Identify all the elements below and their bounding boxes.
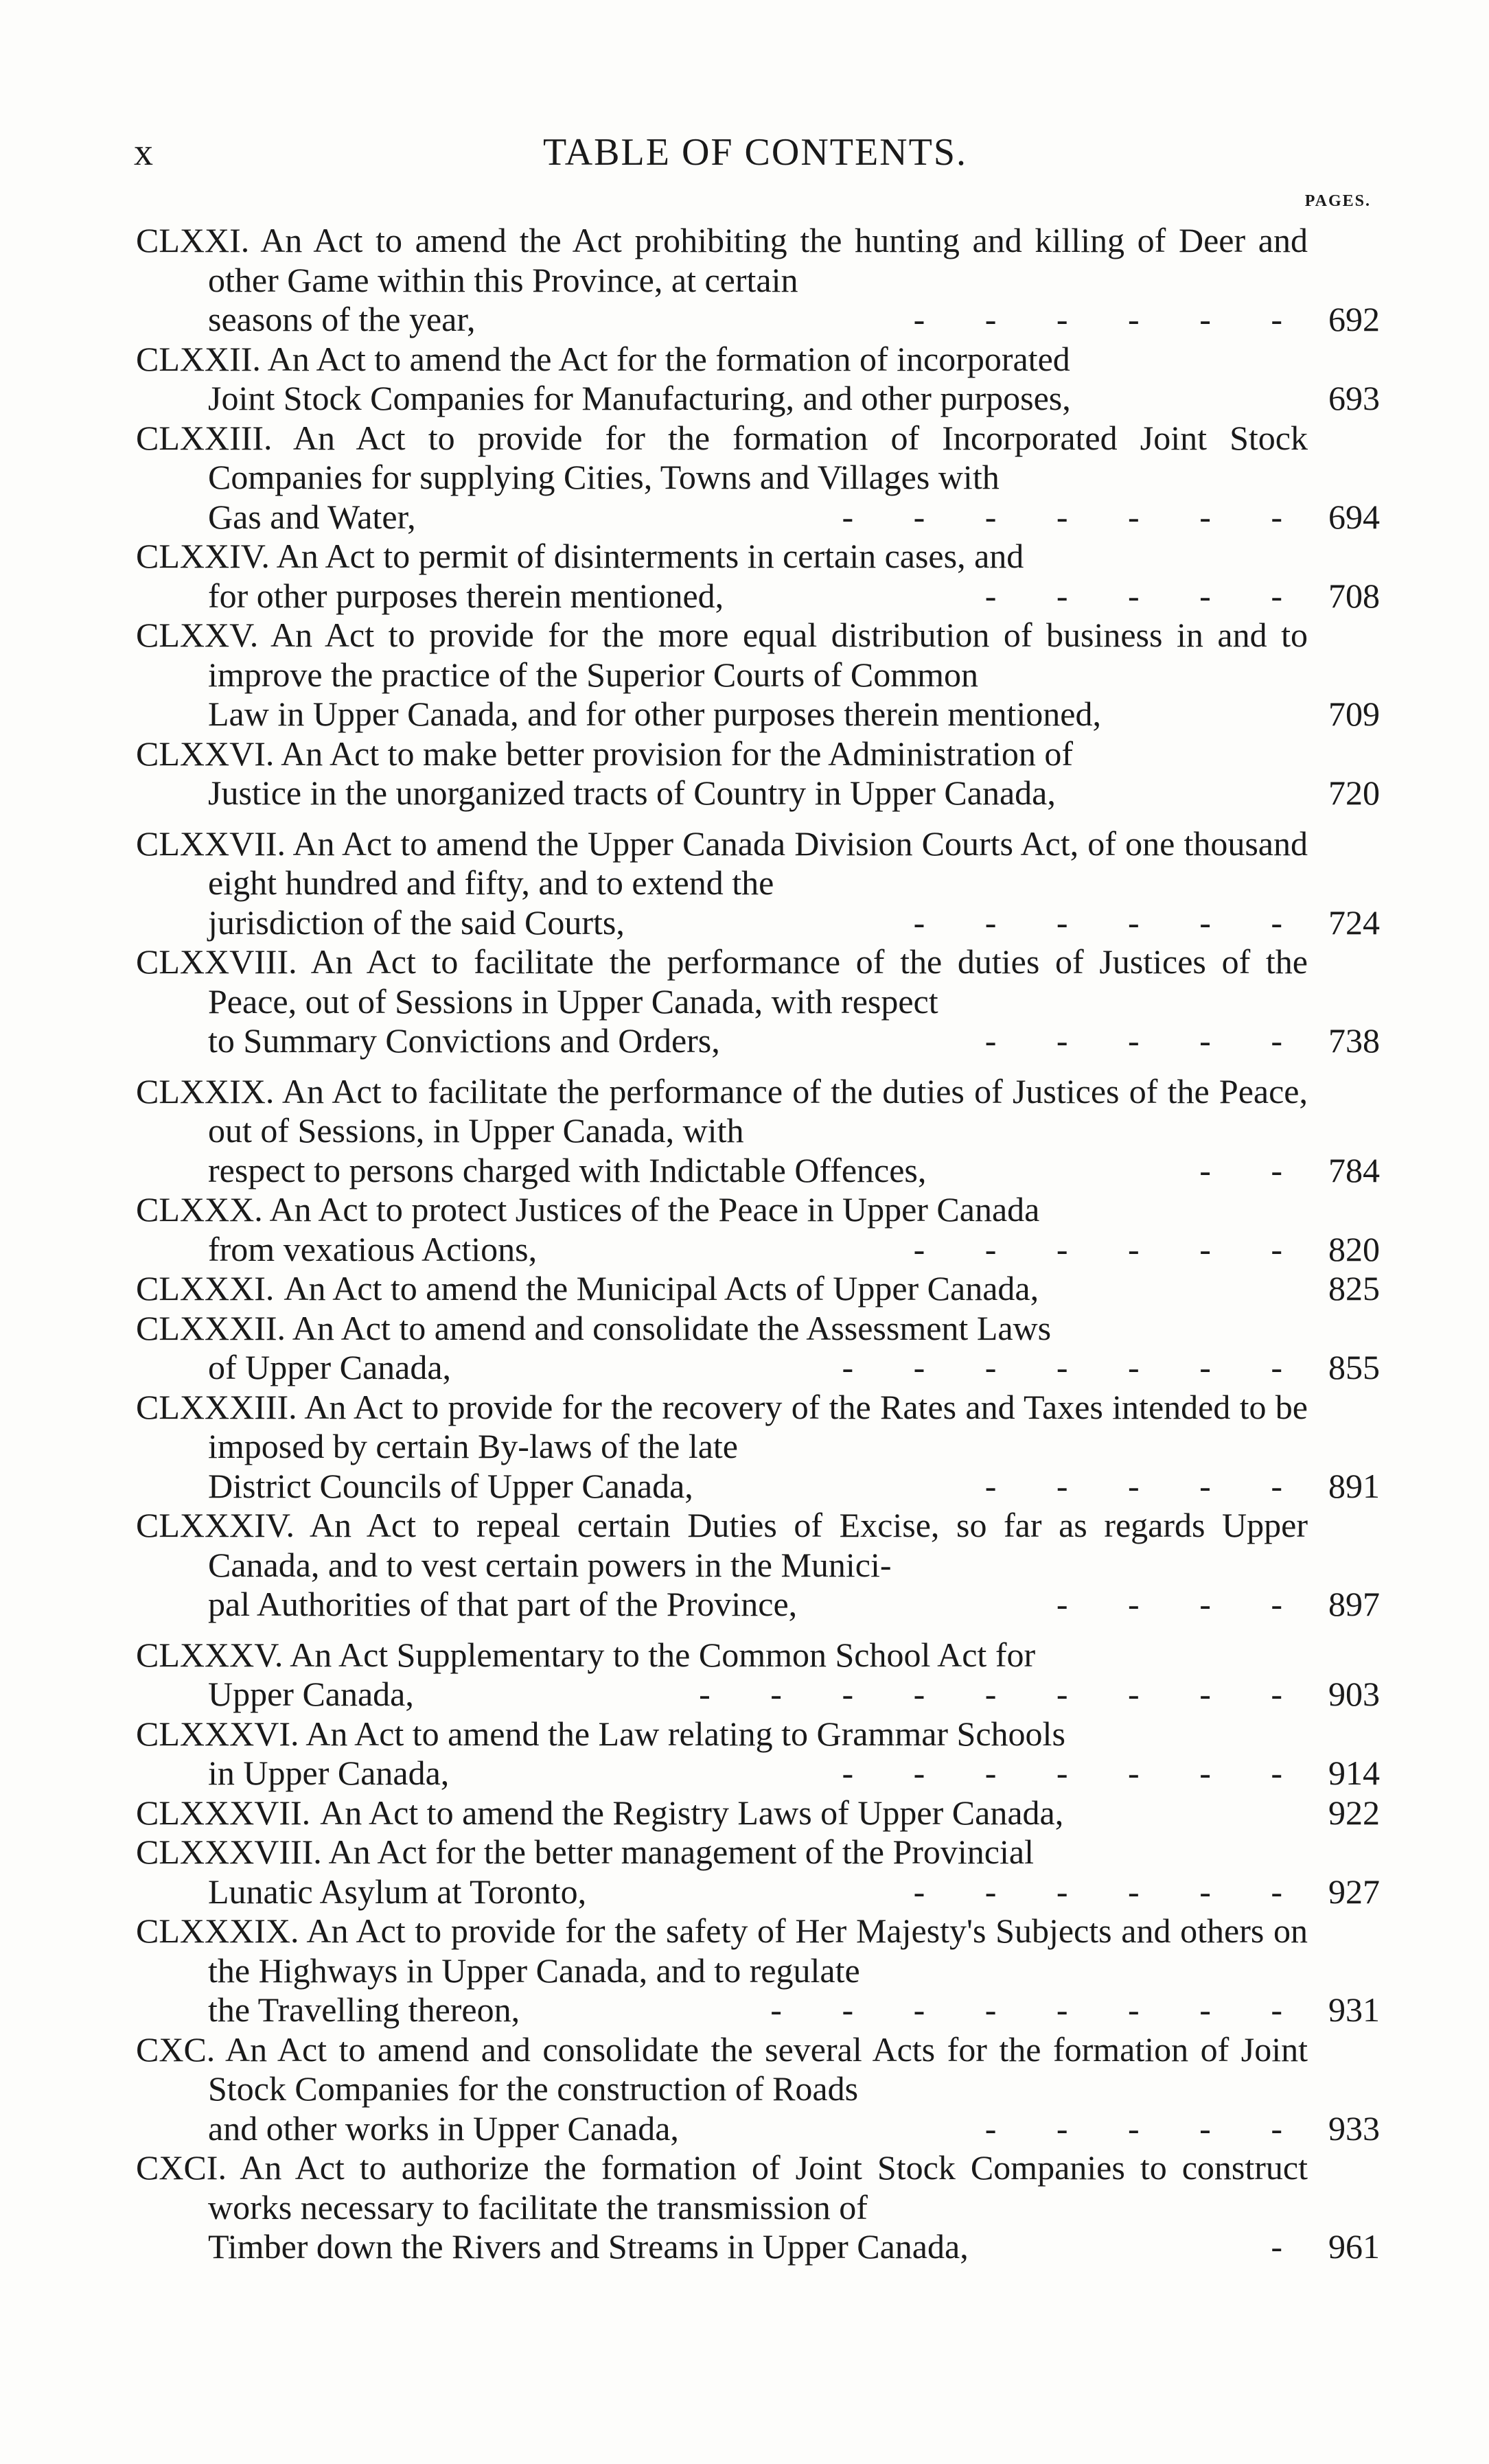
act-number: CLXXXVI. — [136, 1714, 299, 1753]
dot-leader: - - - - - - - — [842, 1348, 1282, 1386]
act-number: CLXXIX. — [136, 1071, 275, 1111]
act-title-body — [136, 340, 1380, 380]
act-title-text: An Act to repeal certain Duties of Excise, so far as regards Upper Canada, and to vest certain powers in the Munici- — [208, 1506, 1308, 1584]
page-reference: 891 — [1328, 1466, 1380, 1505]
page-reference: 825 — [1328, 1269, 1380, 1307]
act-title-text: An Act to amend the Act prohibiting the hunting and killing of Deer and other Game within this Province, at certain — [208, 221, 1308, 299]
act-title-final-line — [136, 1585, 1380, 1625]
act-number: CLXXXV. — [136, 1635, 284, 1674]
toc-entry — [136, 221, 1380, 340]
act-title-last-line: for other purposes therein mentioned, — [208, 576, 724, 615]
act-title-last-line: Gas and Water, — [208, 497, 416, 536]
act-title-last-line: respect to persons charged with Indictable Offences, — [208, 1150, 927, 1189]
page-reference: 693 — [1328, 379, 1380, 417]
toc-entry — [136, 537, 1380, 616]
act-number: CLXXIII. — [136, 418, 273, 457]
dot-leader: - - - - - - - — [842, 1754, 1282, 1792]
act-title-final-line — [136, 379, 1380, 419]
page-reference: 903 — [1328, 1675, 1380, 1713]
act-title-last-line: pal Authorities of that part of the Province, — [208, 1585, 798, 1623]
act-number: CLXXXI. — [136, 1269, 275, 1307]
dot-leader: - - - - — [1056, 1585, 1282, 1623]
act-title-final-line — [136, 498, 1380, 537]
act-title-last-line: of Upper Canada, — [208, 1348, 452, 1386]
act-title-text: An Act to authorize the formation of Joint Stock Companies to construct works necessary to facilitate the transmission of — [208, 2148, 1308, 2227]
page-reference: 855 — [1328, 1348, 1380, 1386]
page-reference: 897 — [1328, 1585, 1380, 1623]
act-title-last-line: Lunatic Asylum at Toronto, — [208, 1872, 587, 1911]
act-number: CLXXIV. — [136, 537, 270, 575]
act-number: CLXXXVIII. — [136, 1833, 322, 1871]
page-reference: 694 — [1328, 497, 1380, 536]
act-title-final-line — [136, 1021, 1380, 1061]
act-title-final-line — [136, 1467, 1380, 1507]
act-title-body — [136, 221, 1380, 300]
act-title-final-line — [136, 1675, 1380, 1715]
page-reference: 720 — [1328, 774, 1380, 812]
dot-leader: - - — [1199, 1150, 1282, 1189]
table-of-contents — [136, 221, 1380, 2267]
act-title-body — [136, 1636, 1380, 1675]
page-header — [134, 130, 1376, 192]
page-reference: 784 — [1328, 1150, 1380, 1189]
dot-leader: - - - - - - - — [842, 497, 1282, 536]
act-title-last-line: seasons of the year, — [208, 300, 476, 338]
act-title-last-line: from vexatious Actions, — [208, 1229, 538, 1268]
act-number: CLXXI. — [136, 221, 250, 259]
act-title-body — [136, 419, 1380, 498]
act-number: CLXXXIX. — [136, 1911, 299, 1950]
act-title-last-line: District Councils of Upper Canada, — [208, 1466, 693, 1505]
toc-entry — [136, 1309, 1380, 1388]
act-title-body — [136, 1190, 1380, 1230]
act-title-final-line — [136, 903, 1380, 943]
toc-entry — [136, 340, 1380, 419]
act-title-text: An Act to provide for the recovery of the Rates and Taxes intended to be imposed by certain By-laws of the late — [208, 1387, 1308, 1465]
page-reference: 914 — [1328, 1754, 1380, 1792]
act-title-last-line: Upper Canada, — [208, 1675, 414, 1713]
act-title-final-line — [136, 1230, 1380, 1270]
act-title-text: An Act to amend the Act for the formation of incorporated — [267, 339, 1070, 378]
act-title-last-line: the Travelling thereon, — [208, 1990, 520, 2029]
running-title: TABLE OF CONTENTS. — [543, 131, 967, 174]
act-title-final-line — [136, 2109, 1380, 2149]
act-number: CXCI. — [136, 2148, 227, 2187]
toc-entry — [136, 824, 1380, 943]
act-title-last-line: jurisdiction of the said Courts, — [208, 903, 625, 942]
page-number: x — [134, 131, 153, 174]
act-title-final-line — [136, 1872, 1380, 1912]
act-number: CLXXVIII. — [136, 942, 297, 981]
act-title-last-line: Law in Upper Canada, and for other purposes therein mentioned, — [208, 695, 1101, 733]
toc-entry — [136, 1833, 1380, 1911]
page-reference: 724 — [1328, 903, 1380, 942]
dot-leader: - - - - - - — [913, 1229, 1282, 1268]
toc-entry — [136, 942, 1380, 1061]
act-title-last-line: Joint Stock Companies for Manufacturing, and other purposes, — [208, 379, 1071, 417]
act-title-final-line — [136, 1990, 1380, 2030]
act-title-text: An Act to facilitate the performance of the duties of Justices of the Peace, out of Sessions, in Upper Canada, with — [208, 1071, 1308, 1150]
toc-entry — [136, 1636, 1380, 1715]
act-title-body — [136, 1072, 1380, 1151]
act-number: CLXXXVII. — [136, 1793, 311, 1832]
dot-leader: - - - - - - — [913, 1872, 1282, 1911]
page-reference: 692 — [1328, 300, 1380, 338]
dot-leader: - - - - - - - - - — [699, 1675, 1282, 1713]
act-number: CLXXVI. — [136, 734, 275, 773]
toc-entry — [136, 734, 1380, 813]
toc-entry — [136, 1793, 1380, 1833]
toc-entry — [136, 1190, 1380, 1269]
act-title-body — [136, 2030, 1380, 2109]
act-title-text: An Act to provide for the safety of Her Majesty's Subjects and others on the Highways in Upper Canada, and to regulate — [208, 1911, 1308, 1990]
page-reference: 709 — [1328, 695, 1380, 733]
act-title-text: An Act to facilitate the performance of the duties of Justices of the Peace, out of Sessions in Upper Canada, with respect — [208, 942, 1308, 1021]
act-number: CXC. — [136, 2030, 216, 2069]
act-number: CLXXV. — [136, 616, 259, 654]
toc-entry — [136, 1911, 1380, 2030]
act-title-text: An Act to provide for the formation of Incorporated Joint Stock Companies for supplying Cities, Towns and Villages with — [208, 418, 1308, 496]
act-title-final-line — [136, 1151, 1380, 1191]
act-title-text: An Act to permit of disinterments in certain cases, and — [276, 537, 1024, 575]
page-reference: 922 — [1328, 1793, 1380, 1832]
act-title-final-line — [136, 695, 1380, 734]
act-title-last-line: and other works in Upper Canada, — [208, 2108, 679, 2148]
act-title-text: An Act to amend and consolidate the several Acts for the formation of Joint Stock Companies for the construction of Roads — [208, 2030, 1308, 2108]
dot-leader: - - - - - — [984, 1021, 1282, 1060]
act-title-text: An Act to protect Justices of the Peace in Upper Canada — [269, 1190, 1040, 1229]
dot-leader: - - - - - - - - — [770, 1990, 1282, 2029]
act-title-body — [136, 1388, 1380, 1467]
dot-leader: - - - - - — [984, 1466, 1282, 1505]
act-title-body — [136, 1911, 1380, 1990]
toc-entry — [136, 1072, 1380, 1191]
page-reference: 738 — [1328, 1021, 1380, 1060]
act-title-last-line: Justice in the unorganized tracts of Country in Upper Canada, — [208, 774, 1056, 812]
dot-leader: - - - - - — [984, 576, 1282, 615]
act-title-final-line — [136, 2227, 1380, 2267]
act-title-last-line: An Act to amend the Municipal Acts of Upper Canada, — [284, 1269, 1039, 1307]
act-title-last-line: Timber down the Rivers and Streams in Upper Canada, — [208, 2227, 969, 2266]
act-title-body — [136, 2148, 1380, 2227]
act-title-final-line — [136, 774, 1380, 813]
act-title-final-line — [136, 577, 1380, 616]
act-title-text: An Act to amend the Upper Canada Division Courts Act, of one thousand eight hundred and fifty, and to extend the — [208, 824, 1308, 902]
act-title-text: An Act for the better management of the Provincial — [328, 1833, 1034, 1871]
page-reference: 931 — [1328, 1990, 1380, 2029]
toc-entry — [136, 616, 1380, 734]
page-reference: 820 — [1328, 1229, 1380, 1268]
page-reference: 708 — [1328, 576, 1380, 615]
act-number: CLXXXIV. — [136, 1506, 295, 1544]
act-title-body — [136, 942, 1380, 1021]
act-title-body — [136, 1833, 1380, 1872]
act-number: CLXXVII. — [136, 824, 286, 863]
act-number: CLXXX. — [136, 1190, 263, 1229]
dot-leader: - - - - - - — [913, 903, 1282, 942]
act-title-final-line — [136, 1754, 1380, 1793]
dot-leader: - - - - - — [984, 2108, 1282, 2148]
act-title-text: An Act to provide for the more equal distribution of business in and to improve the practice of the Superior Courts of Common — [208, 616, 1308, 694]
toc-entry — [136, 1388, 1380, 1507]
page-reference: 933 — [1328, 2108, 1380, 2148]
dot-leader: - - - - - - — [913, 300, 1282, 338]
act-title-final-line — [136, 1348, 1380, 1388]
act-title-last-line: An Act to amend the Registry Laws of Upper Canada, — [320, 1793, 1064, 1832]
act-title-text: An Act to amend and consolidate the Assessment Laws — [292, 1308, 1052, 1347]
act-title-text: An Act to make better provision for the Administration of — [281, 734, 1074, 773]
act-title-last-line: in Upper Canada, — [208, 1754, 450, 1792]
act-title-text: An Act Supplementary to the Common School Act for — [290, 1635, 1036, 1674]
act-title-final-line — [136, 300, 1380, 340]
act-title-text: An Act to amend the Law relating to Grammar Schools — [305, 1714, 1065, 1753]
act-title-body — [136, 1506, 1380, 1585]
toc-entry — [136, 419, 1380, 537]
act-title-body — [136, 1309, 1380, 1349]
toc-entry — [136, 2030, 1380, 2149]
page-reference: 927 — [1328, 1872, 1380, 1911]
pages-column-label: PAGES. — [1304, 192, 1371, 210]
toc-entry — [136, 2148, 1380, 2267]
toc-entry — [136, 1269, 1380, 1309]
toc-entry — [136, 1715, 1380, 1793]
act-number: CLXXII. — [136, 339, 261, 378]
act-title-body — [136, 824, 1380, 903]
page-reference: 961 — [1328, 2227, 1380, 2266]
act-title-last-line: to Summary Convictions and Orders, — [208, 1021, 720, 1060]
act-title-body — [136, 616, 1380, 695]
act-number: CLXXXIII. — [136, 1387, 297, 1426]
act-title-body — [136, 537, 1380, 577]
dot-leader: - — [1271, 2227, 1282, 2266]
act-title-body — [136, 1715, 1380, 1754]
toc-entry — [136, 1506, 1380, 1625]
act-number: CLXXXII. — [136, 1308, 286, 1347]
act-title-body — [136, 734, 1380, 774]
